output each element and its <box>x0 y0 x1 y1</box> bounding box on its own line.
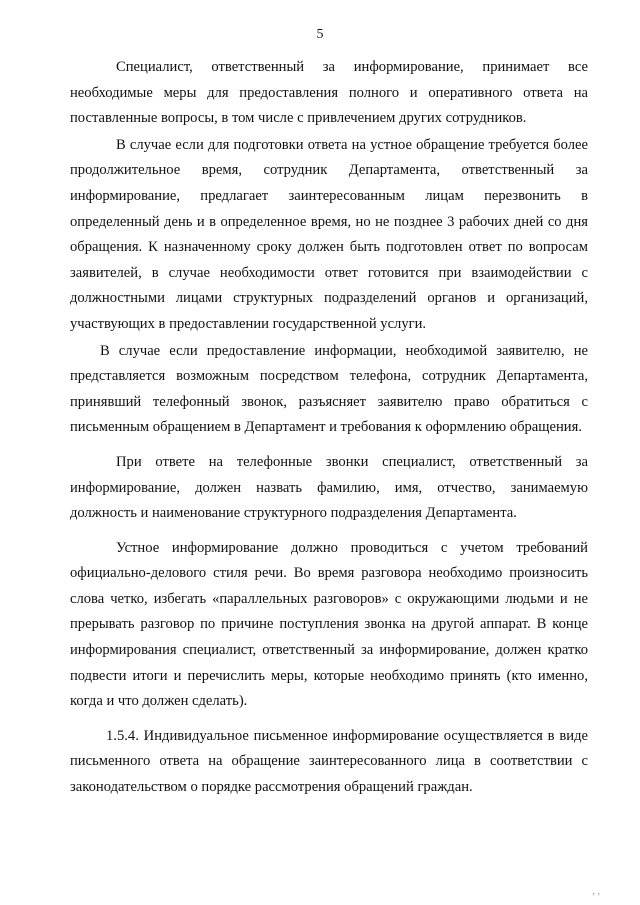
paragraph-informing-specialist: Специалист, ответственный за информирование, принимает все необходимые меры для предоставления полного и оперативного ответа на поставленные вопросы, в том числе с привлечением других сотрудников. <box>70 59 588 127</box>
paragraph-oral-informing: Устное информирование должно проводиться с учетом требований официально-делового стиля речи. Во время разговора необходимо произносить слова четко, избегать «параллельных разговоров» с окружающими людьми и не прерывать разговор по причине поступления звонка на другой аппарат. В конце информирования специалист, ответственный за информирование, должен кратко подвести итоги и перечислить меры, которые необходимо принять (кто именно, когда и что должен сделать). <box>70 539 588 710</box>
paragraph-written-informing: 1.5.4. Индивидуальное письменное информирование осуществляется в виде письменного ответа на обращение заинтересованного лица в соответствии с законодательством о порядке рассмотрения обращений граждан. <box>70 727 588 796</box>
scan-mark: , , <box>592 886 600 897</box>
document-body <box>70 55 588 801</box>
paragraph-phone-not-possible: В случае если предоставление информации, необходимой заявителю, не представляется возможным посредством телефона, сотрудник Департамента, принявший телефонный звонок, разъясняет заявителю право обратиться с письменным обращением в Департамент и требования к оформлению обращения. <box>70 342 588 436</box>
paragraph-phone-calls: При ответе на телефонные звонки специалист, ответственный за информирование, должен назвать фамилию, имя, отчество, занимаемую должность и наименование структурного подразделения Департамента. <box>70 453 588 522</box>
page-number: 5 <box>316 27 324 42</box>
paragraph-extended-answer-time: В случае если для подготовки ответа на устное обращение требуется более продолжительное время, сотрудник Департамента, ответственный за информирование, предлагает заинтересованным лицам перезвонить в определенный день и в определенное время, но не позднее 3 рабочих дней со дня обращения. К назначенному сроку должен быть подготовлен ответ по вопросам заявителей, в случае необходимости ответ готовится при взаимодействии с должностными лицами структурных подразделений органов и организаций, участвующих в предоставлении государственной услуги. <box>70 136 588 332</box>
